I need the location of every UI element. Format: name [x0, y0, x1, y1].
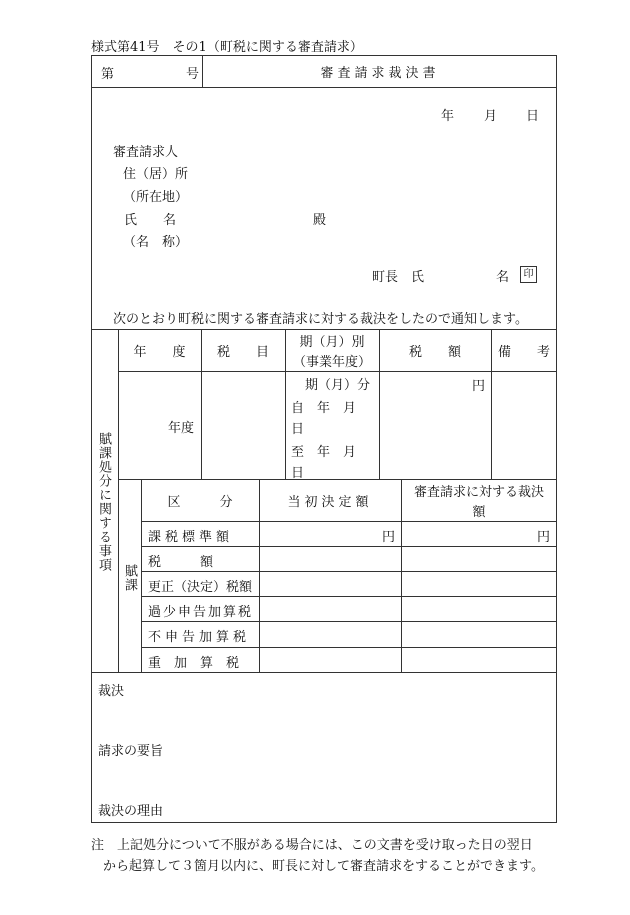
row-correction: 更正（決定）税額 — [148, 580, 253, 595]
col-period-line1: 期（月）別 — [299, 334, 365, 350]
requester-name-label: 氏 名 — [124, 213, 177, 228]
honorific: 殿 — [313, 213, 327, 228]
row-tax-base: 課税標準額 — [148, 530, 234, 545]
lower-row-line-3 — [141, 571, 557, 572]
requester-heading: 審査請求人 — [113, 145, 179, 160]
lower-row-line-1 — [141, 521, 557, 522]
seal-mark: 印 — [520, 266, 537, 283]
side-label-divider — [118, 329, 119, 672]
lower-row-line-2 — [141, 546, 557, 547]
ruling-label: 裁決 — [98, 684, 125, 699]
period-line-3: 日 — [291, 422, 305, 437]
form-label: 様式第41号 その1（町税に関する審査請求） — [91, 40, 363, 55]
col-period-line2: （事業年度） — [292, 354, 371, 370]
note-line-1: 注 上記処分について不服がある場合には、この文書を受け取った日の翌日 — [91, 838, 533, 853]
number-prefix: 第 — [101, 67, 115, 82]
gist-label: 請求の要旨 — [98, 744, 164, 759]
assessment-bottom-line — [91, 672, 557, 673]
amount-unit: 円 — [471, 379, 485, 394]
period-line-2: 自 年 月 — [291, 401, 357, 416]
requester-location: （所在地） — [123, 190, 189, 205]
row-heavy-penalty: 重 加 算 税 — [148, 656, 240, 671]
row-under-report: 過少申告加算税 — [148, 605, 254, 620]
initial-unit: 円 — [381, 530, 395, 545]
date-year: 年 — [441, 109, 455, 124]
col-initial: 当初決定額 — [287, 494, 373, 510]
date-month: 月 — [484, 109, 498, 124]
col-year: 年 度 — [133, 344, 186, 360]
issuer-name-suffix: 名 — [496, 270, 510, 285]
note-line-2: から起算して３箇月以内に、町長に対して審査請求をすることができます。 — [103, 859, 544, 874]
detail-side-label: 賦課 — [122, 564, 137, 592]
issuer-title: 町長 氏 — [372, 270, 425, 285]
row-tax-amount: 税 額 — [148, 555, 214, 570]
col-amount: 税 額 — [408, 344, 461, 360]
row-no-report: 不申告加算税 — [148, 630, 251, 645]
col-category: 区 分 — [167, 494, 233, 510]
reason-label: 裁決の理由 — [98, 804, 164, 819]
lower-row-line-4 — [141, 596, 557, 597]
row-year: 年度 — [168, 421, 195, 436]
period-line-4: 至 年 月 — [291, 445, 357, 460]
notice-text: 次のとおり町税に関する審査請求に対する裁決をしたので通知します。 — [113, 312, 528, 327]
request-unit: 円 — [536, 530, 550, 545]
lower-row-line-6 — [141, 647, 557, 648]
col-request-line1: 審査請求に対する裁決 — [413, 484, 544, 500]
number-suffix: 号 — [186, 67, 200, 82]
requester-org-label: （名 称） — [123, 235, 189, 250]
assessment-side-label: 賦課処分に関する事項 — [96, 432, 111, 572]
date-day: 日 — [526, 109, 540, 124]
col-tax: 税 目 — [216, 344, 269, 360]
col-remarks: 備 考 — [497, 344, 550, 360]
lower-row-line-5 — [141, 621, 557, 622]
period-line-5: 日 — [291, 466, 305, 481]
col-request-line2: 額 — [472, 504, 486, 520]
requester-address: 住（居）所 — [123, 167, 189, 182]
document-title: 審査請求裁決書 — [320, 66, 440, 81]
period-line-1: 期（月）分 — [305, 378, 371, 393]
